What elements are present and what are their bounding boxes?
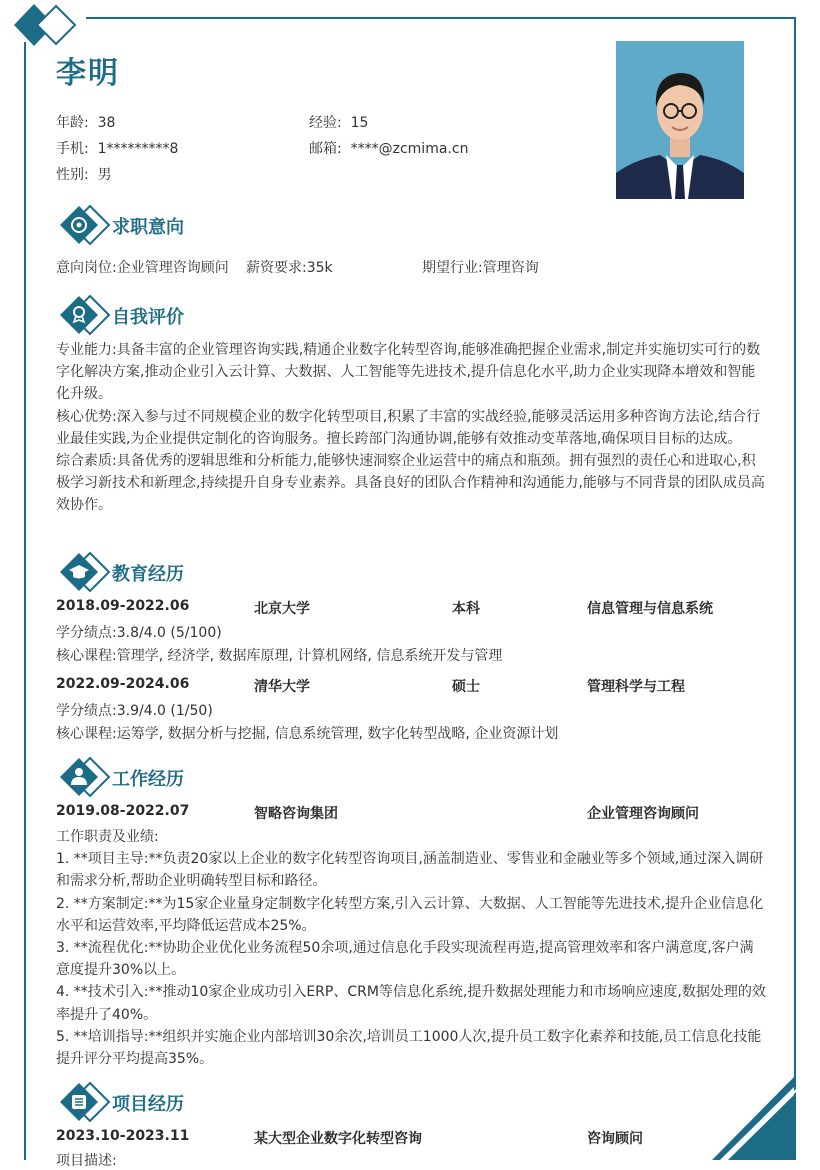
project-role: 咨询顾问 xyxy=(587,1131,643,1147)
education-gpa: 学分绩点:3.9/4.0 (1/50) xyxy=(56,703,213,719)
education-gpa: 学分绩点:3.8/4.0 (5/100) xyxy=(56,625,222,641)
work-description xyxy=(56,826,766,1070)
frame-left-line xyxy=(24,42,26,1160)
section-title-project: 项目经历 xyxy=(112,1094,184,1115)
section-title-work: 工作经历 xyxy=(112,769,184,790)
section-title-self: 自我评价 xyxy=(112,307,184,328)
experience-field xyxy=(309,112,368,132)
gender-value: 男 xyxy=(97,167,112,183)
education-degree: 硕士 xyxy=(452,679,480,695)
self-eval-paragraph xyxy=(56,339,766,517)
email-value: ****@zcmima.cn xyxy=(350,141,469,157)
gender-field xyxy=(56,164,112,184)
work-item: 1. **项目主导:**负责20家以上企业的数字化转型咨询项目,涵盖制造业、零售业和金融业等多个领域,通过深入调研和需求分析,帮助企业明确转型目标和路径。 xyxy=(56,851,764,890)
frame-right-line xyxy=(794,17,796,1160)
list-icon xyxy=(60,1081,112,1123)
corner-diamond-decoration xyxy=(8,2,78,48)
self-eval-item: 核心优势:深入参与过不同规模企业的数字化转型项目,积累了丰富的实战经验,能够灵活运用多种咨询方法论,结合行业最佳实践,为企业提供定制化的咨询服务。擅长跨部门沟通协调,能够有效推动变革落地,确保项目目标的达成。 xyxy=(56,408,761,447)
education-courses: 核心课程:管理学, 经济学, 数据库原理, 计算机网络, 信息系统开发与管理 xyxy=(56,648,503,664)
education-period: 2022.09-2024.06 xyxy=(56,676,190,692)
project-name: 某大型企业数字化转型咨询 xyxy=(254,1131,422,1147)
section-header-self xyxy=(60,294,780,336)
project-row xyxy=(56,1128,766,1150)
education-courses: 核心课程:运筹学, 数据分析与挖掘, 信息系统管理, 数字化转型战略, 企业资源计划 xyxy=(56,726,559,742)
education-major: 管理科学与工程 xyxy=(587,679,685,695)
work-item: 2. **方案制定:**为15家企业量身定制数字化转型方案,引入云计算、大数据、人工智能等先进技术,提升企业信息化水平和运营效率,平均降低运营成本25%。 xyxy=(56,895,764,934)
intent-position: 意向岗位:企业管理咨询顾问 xyxy=(56,260,229,276)
work-row xyxy=(56,803,766,825)
project-period: 2023.10-2023.11 xyxy=(56,1128,190,1144)
target-icon xyxy=(60,204,112,246)
section-title-education: 教育经历 xyxy=(112,564,184,585)
experience-value: 15 xyxy=(350,115,369,131)
section-header-project xyxy=(60,1081,780,1123)
self-eval-item: 综合素质:具备优秀的逻辑思维和分析能力,能够快速洞察企业运营中的痛点和瓶颈。拥有强烈的责任心和进取心,积极学习新技术和新理念,持续提升自身专业素养。具备良好的团队合作精神和沟通能力,能够与不同背景的团队成员高效协作。 xyxy=(56,453,765,514)
medal-icon xyxy=(60,294,112,336)
intent-salary: 薪资要求:35k xyxy=(246,260,333,276)
work-item: 5. **培训指导:**组织并实施企业内部培训30余次,培训员工1000人次,提升员工数字化素养和技能,员工信息化技能提升评分平均提高35%。 xyxy=(56,1028,762,1068)
work-title: 企业管理咨询顾问 xyxy=(587,806,699,822)
phone-label: 手机: xyxy=(56,141,89,157)
project-intro: 项目描述: xyxy=(56,1153,117,1169)
section-title-intent: 求职意向 xyxy=(112,217,184,238)
self-eval-item: 专业能力:具备丰富的企业管理咨询实践,精通企业数字化转型咨询,能够准确把握企业需求,制定并实施切实可行的数字化解决方案,推动企业引入云计算、大数据、人工智能等先进技术,提升信息化水平,助力企业实现降本增效和智能化升级。 xyxy=(56,342,761,403)
work-company: 智略咨询集团 xyxy=(254,806,338,822)
graduation-cap-icon xyxy=(60,551,112,593)
phone-field xyxy=(56,138,178,158)
section-header-work xyxy=(60,756,780,798)
work-period: 2019.08-2022.07 xyxy=(56,803,190,819)
experience-label: 经验: xyxy=(309,115,342,131)
email-label: 邮箱: xyxy=(309,141,342,157)
age-field xyxy=(56,112,115,132)
age-value: 38 xyxy=(97,115,116,131)
section-header-intent xyxy=(60,204,780,246)
work-intro: 工作职责及业绩: xyxy=(56,829,159,845)
gender-label: 性别: xyxy=(56,167,89,183)
person-icon xyxy=(60,756,112,798)
email-field xyxy=(309,138,468,158)
age-label: 年龄: xyxy=(56,115,89,131)
education-school: 北京大学 xyxy=(254,601,310,617)
candidate-name: 李明 xyxy=(56,56,120,91)
profile-photo xyxy=(616,41,744,199)
education-degree: 本科 xyxy=(452,601,480,617)
section-header-education xyxy=(60,551,780,593)
education-major: 信息管理与信息系统 xyxy=(587,601,713,617)
work-item: 4. **技术引入:**推动10家企业成功引入ERP、CRM等信息化系统,提升数据处理能力和市场响应速度,数据处理的效率提升了40%。 xyxy=(56,984,766,1023)
education-row xyxy=(56,598,766,620)
intent-industry: 期望行业:管理咨询 xyxy=(422,260,539,276)
education-period: 2018.09-2022.06 xyxy=(56,598,190,614)
education-row xyxy=(56,676,766,698)
phone-value: 1*********8 xyxy=(97,141,179,157)
frame-top-line xyxy=(86,17,796,19)
education-school: 清华大学 xyxy=(254,679,310,695)
work-item: 3. **流程优化:**协助企业优化业务流程50余项,通过信息化手段实现流程再造,提高管理效率和客户满意度,客户满意度提升30%以上。 xyxy=(56,940,754,979)
